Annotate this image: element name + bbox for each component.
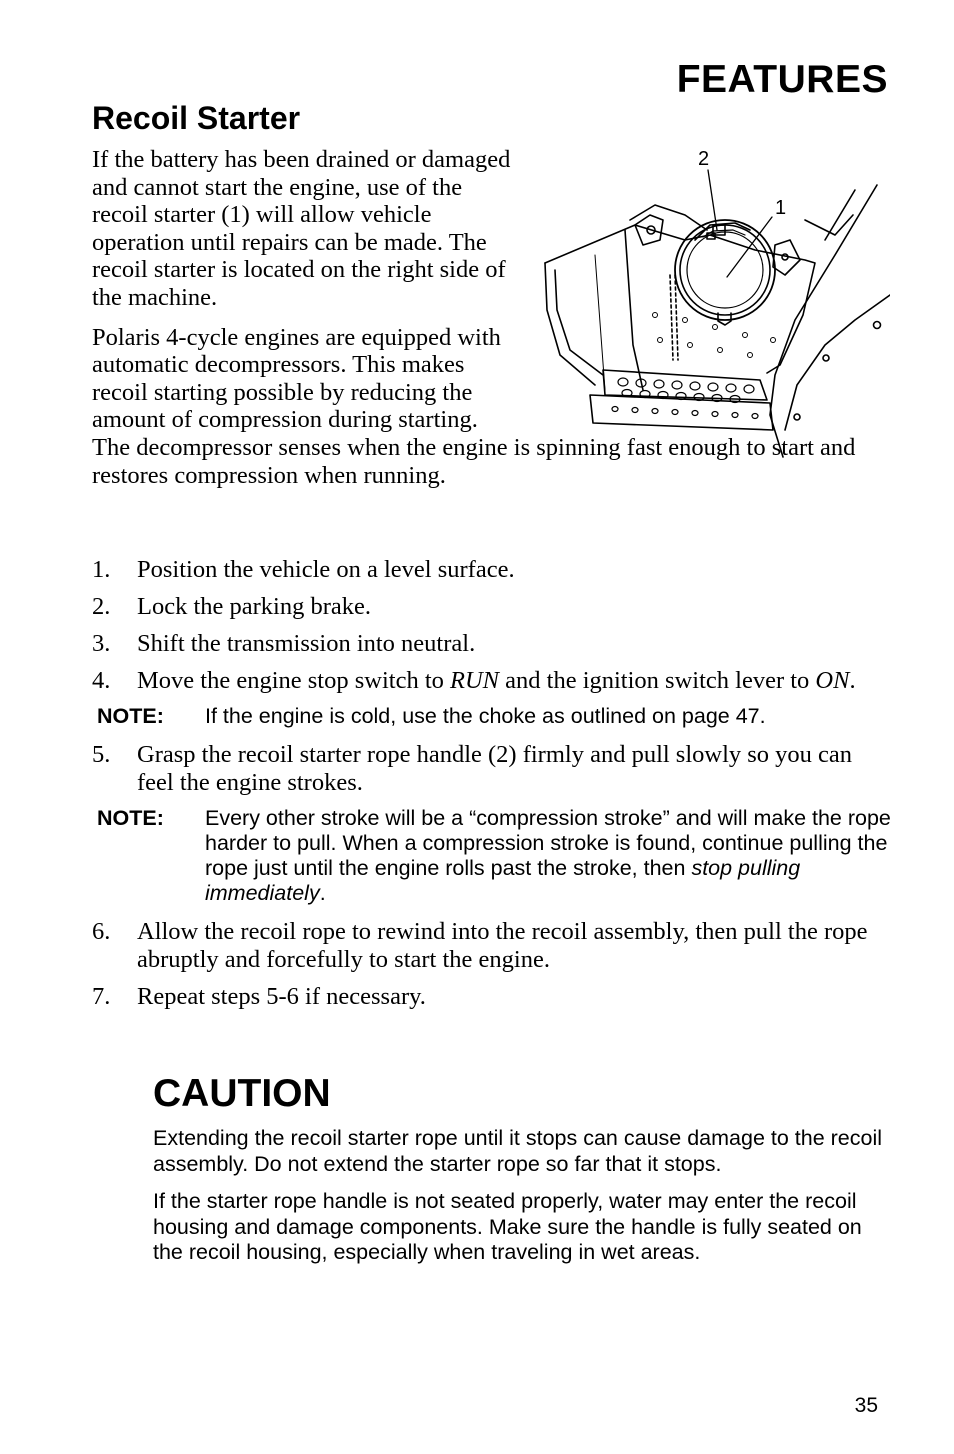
caution-heading: CAUTION [153,1072,331,1115]
body-panel-edge [770,185,877,457]
recoil-starter-drawing [535,145,890,465]
note-label: NOTE: [97,704,164,728]
page-title: Recoil Starter [92,100,301,136]
note-text-post: . [319,881,326,905]
section-header: FEATURES [676,58,888,101]
note-text: Every other stroke will be a “compression stroke” and will make the rope harder to pull. When a compression stroke is found, continue pulling the rope just until the engine rolls past the stroke, then [205,806,891,880]
step-number: 7. [92,983,111,1010]
step-number: 6. [92,918,111,945]
step-item [92,630,892,658]
bolt-icon [823,355,829,361]
caution-box [153,1072,893,1278]
recoil-starter-illustration [535,145,890,465]
step-text-mid: and the ignition switch lever to [499,667,816,694]
steps-list [92,556,892,1020]
tread-plate-lower [590,395,773,430]
body-panel-inner [785,295,890,430]
run-setting: RUN [450,667,500,694]
step-text: Position the vehicle on a level surface. [137,556,515,583]
step-item [92,918,892,974]
step-item [92,556,892,584]
step-text: Repeat steps 5-6 if necessary. [137,983,426,1010]
tread-plate-upper [603,370,767,400]
step-text: Allow the recoil rope to rewind into the recoil assembly, then pull the rope abruptly and forcefully to start the engine. [137,918,868,973]
step-item [92,593,892,621]
step-number: 1. [92,556,111,583]
step-number: 4. [92,667,111,694]
step-number: 2. [92,593,111,620]
note-emphasis: stop pulling immediately [205,856,801,905]
note-label: NOTE: [97,806,164,830]
callout-1: 1 [775,197,787,219]
intro-paragraph-2-narrow: Polaris 4-cycle engines are equipped with automatic decompressors. This makes recoil starting possible by reducing the amount of compression during starting. [92,323,501,434]
note-choke [92,704,892,729]
step-text: Shift the transmission into neutral. [137,630,476,657]
caution-paragraph-2: If the starter rope handle is not seated properly, water may enter the recoil housing and damage components. Make sure the handle is fully seated on the recoil housing, especially when traveling in wet areas. [153,1189,862,1264]
step-number: 3. [92,630,111,657]
intro-paragraph-2-wide: The decompressor senses when the engine is spinning fast enough to start and restores compression when running. [92,433,856,489]
step-text: Grasp the recoil starter rope handle (2) firmly and pull slowly so you can feel the engine strokes. [137,741,853,796]
step-text-post: . [849,667,856,694]
step-item [92,741,892,797]
step-number: 5. [92,741,111,768]
step-text: Lock the parking brake. [137,593,372,620]
step-item [92,667,892,695]
page-number: 35 [854,1394,878,1417]
on-setting: ON [815,667,850,694]
bolt-icon [794,414,800,420]
drive-chain [670,275,673,360]
callout-2: 2 [698,148,710,170]
intro-paragraph-1: If the battery has been drained or damaged and cannot start the engine, use of the recoil starter (1) will allow vehicle operation until repairs can be made. The recoil starter is located on the right side of the machine. [92,146,511,311]
note-compression [92,806,892,906]
bolt-icon [874,322,881,329]
step-text-pre: Move the engine stop switch to [137,667,451,694]
note-text: If the engine is cold, use the choke as outlined on page 47. [205,704,766,728]
caution-paragraph-1: Extending the recoil starter rope until it stops can cause damage to the recoil assembly. Do not extend the starter rope so far that it stops. [153,1126,883,1176]
step-item [92,983,892,1011]
